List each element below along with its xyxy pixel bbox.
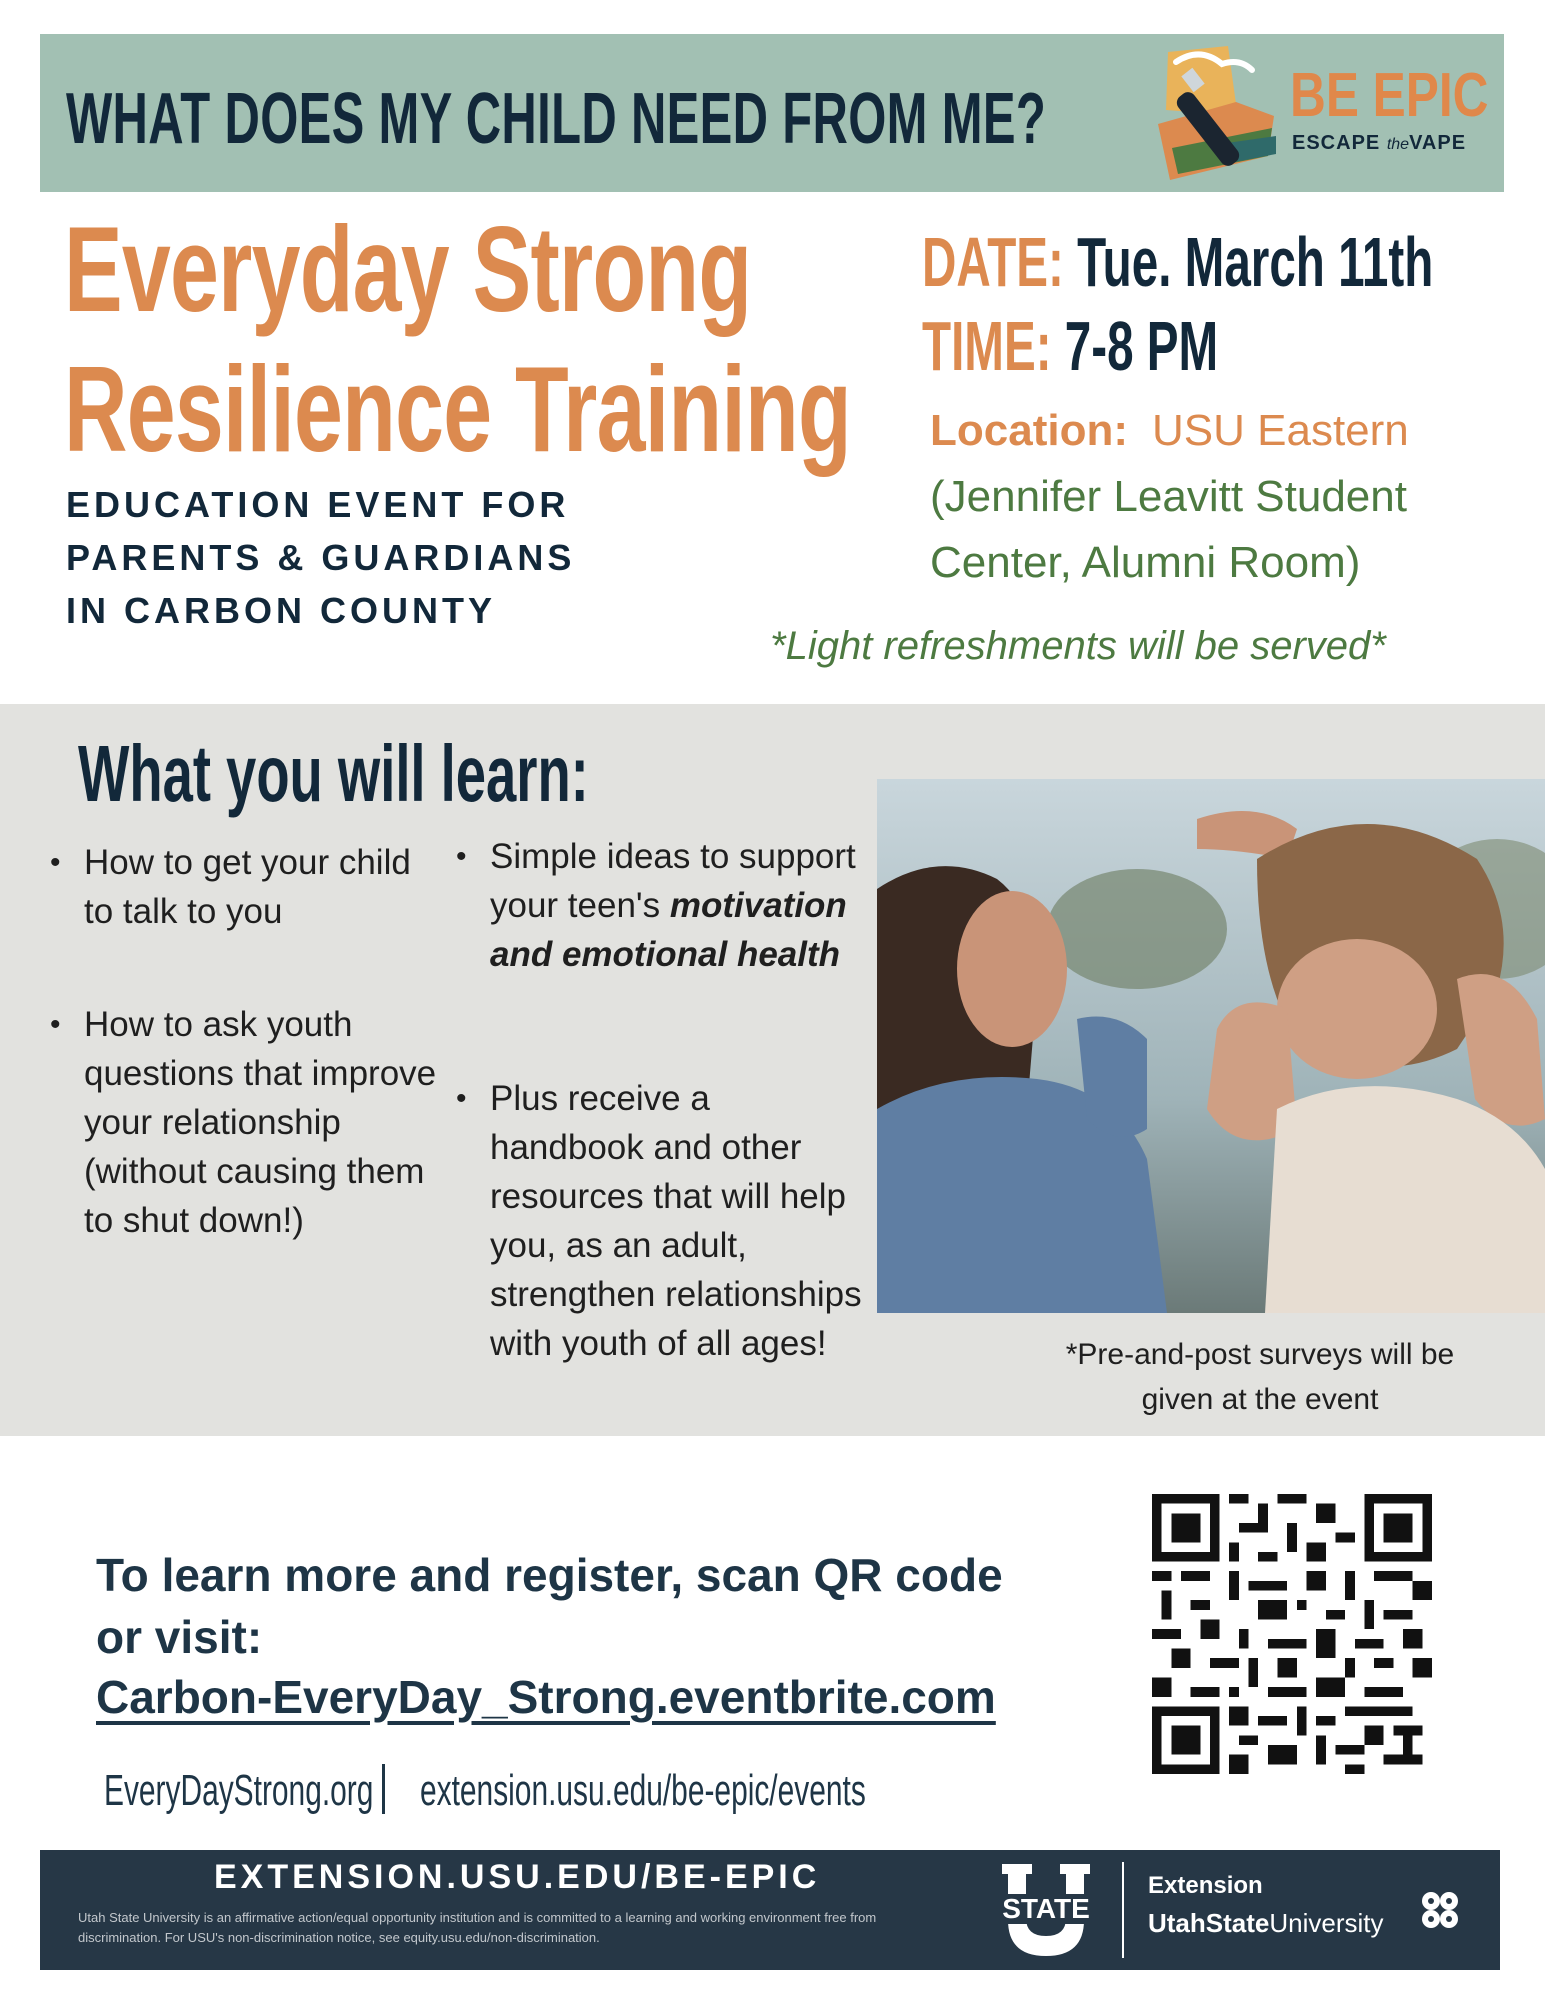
link-separator	[382, 1764, 385, 1814]
usu-logo-text: STATE	[1002, 1893, 1090, 1924]
register-line-1: To learn more and register, scan QR code	[96, 1549, 1003, 1601]
date-value: Tue. March 11th	[1077, 223, 1434, 301]
location-detail-line-2: Center, Alumni Room)	[930, 538, 1361, 587]
usu-name-bold: UtahState	[1148, 1908, 1270, 1938]
location-value: USU Eastern	[1152, 406, 1409, 455]
extension-label: Extension	[1148, 1872, 1263, 1899]
bullet-2-text: How to ask youth questions that improve your relationship (without causing them to shut down!)	[84, 1005, 437, 1240]
everydaystrong-link[interactable]: EveryDayStrong.org	[104, 1766, 374, 1815]
audience-line-2: PARENTS & GUARDIANS	[66, 537, 576, 578]
tagline-the: the	[1386, 136, 1410, 153]
hero-title-line-1: Everyday Strong	[64, 201, 752, 337]
tagline-vape: VAPE	[1409, 132, 1467, 154]
audience-line-3: IN CARBON COUNTY	[66, 590, 496, 631]
qr-code-icon[interactable]	[1152, 1494, 1432, 1774]
header-banner	[40, 34, 1504, 192]
usu-name-rest: University	[1269, 1908, 1384, 1938]
footer-url[interactable]: EXTENSION.USU.EDU/BE-EPIC	[214, 1858, 821, 1896]
learn-bullet-4: • Plus receive a handbook and other resources that will help you, as an adult, strengthen relationships with youth of all ages!	[456, 1079, 862, 1363]
eventbrite-link[interactable]: Carbon-EveryDay_Strong.eventbrite.com	[96, 1671, 996, 1723]
refreshments-note: *Light refreshments will be served*	[770, 624, 1386, 668]
bullet-3-text: Simple ideas to support your teen's	[490, 837, 856, 925]
date-label: DATE:	[922, 223, 1064, 301]
usu-logo-icon	[988, 1860, 1104, 1960]
4h-clover-icon	[1416, 1886, 1464, 1934]
bullet-3-emphasis: motivation and emotional health	[490, 886, 847, 974]
vape-logo-icon	[1158, 44, 1278, 184]
banner-title: WHAT DOES MY CHILD NEED FROM ME?	[66, 79, 1047, 159]
parent-child-photo	[877, 779, 1545, 1313]
hero-title-line-2: Resilience Training	[64, 341, 851, 477]
learn-bullet-2: • How to ask youth questions that improve your relationship (without causing them to shut down!)	[50, 1005, 437, 1240]
learn-title: What you will learn:	[78, 729, 589, 818]
bullet-4-text: Plus receive a handbook and other resources that will help you, as an adult, strengthen relationships with youth of all ages!	[490, 1079, 862, 1363]
footer-divider	[1122, 1862, 1124, 1958]
register-line-2: or visit:	[96, 1611, 263, 1663]
usu-name	[1148, 1908, 1384, 1939]
escape-the-vape-tagline	[1292, 132, 1466, 155]
bullet-1-text: How to get your child to talk to you	[84, 843, 411, 931]
time-label: TIME:	[922, 307, 1052, 385]
time-value: 7-8 PM	[1064, 307, 1219, 385]
audience-line-1: EDUCATION EVENT FOR	[66, 484, 570, 525]
usu-events-link[interactable]: extension.usu.edu/be-epic/events	[420, 1766, 866, 1815]
tagline-escape: ESCAPE	[1292, 132, 1381, 154]
event-time	[922, 306, 1218, 386]
learn-bullet-3: • Simple ideas to support your teen's motivation and emotional health	[456, 837, 856, 974]
be-epic-title: BE EPIC	[1290, 61, 1489, 130]
surveys-note: *Pre-and-post surveys will be given at the event	[1065, 1338, 1455, 1416]
event-date	[922, 222, 1433, 302]
footer-bar	[40, 1850, 1500, 1970]
location-detail-line-1: (Jennifer Leavitt Student	[930, 472, 1407, 521]
learn-bullet-1: • How to get your child to talk to you	[50, 843, 411, 931]
footer-legal-text: Utah State University is an affirmative action/equal opportunity institution and is committed to a learning and working environment free from discrimination. For USU's non-discrimination notice, see equity.usu.edu/non-discrimination.	[78, 1910, 877, 1945]
location-label: Location:	[930, 406, 1128, 455]
